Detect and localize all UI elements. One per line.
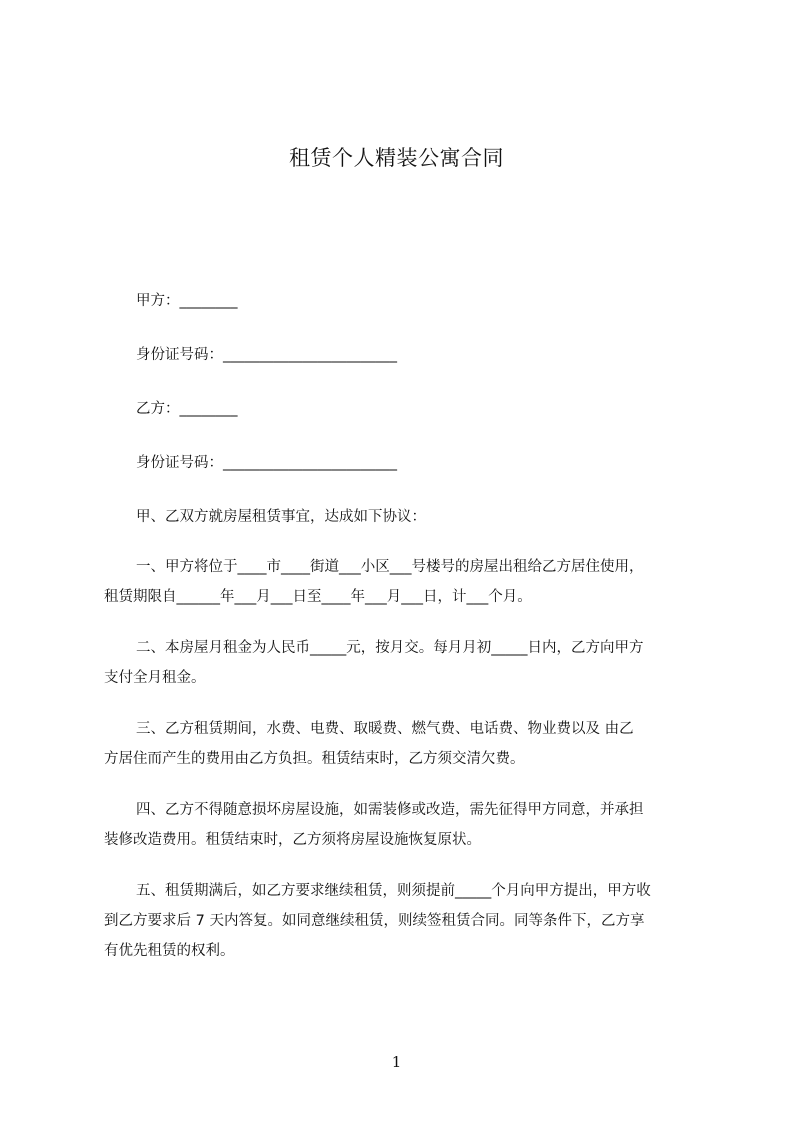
- clause-1-line-2: 租赁期限自______年___月___日至____年___月___日，计___个月。: [104, 589, 532, 605]
- clause-5-line-2: 到乙方要求后 7 天内答复。如同意继续租赁，则续签租赁合同。同等条件下，乙方享: [104, 913, 645, 929]
- clause-4-line-2: 装修改造费用。租赁结束时，乙方须将房屋设施恢复原状。: [104, 832, 481, 848]
- clause-1: [104, 552, 704, 612]
- clause-2: [104, 633, 704, 693]
- clause-2-line-2: 支付全月租金。: [104, 670, 206, 686]
- clause-1-line-1: 一、甲方将位于____市____街道___小区___号楼号的房屋出租给乙方居住使用，: [136, 559, 644, 575]
- page-number: 1: [391, 1053, 402, 1071]
- clause-4-line-1: 四、乙方不得随意损坏房屋设施，如需装修或改造，需先征得甲方同意，并承担: [136, 802, 644, 818]
- party-b-id-line: 身份证号码：________________________: [136, 455, 397, 471]
- clause-4: [104, 795, 704, 855]
- clause-3-line-2: 方居住而产生的费用由乙方负担。租赁结束时，乙方须交清欠费。: [104, 751, 525, 767]
- clause-5-line-1: 五、租赁期满后，如乙方要求继续租赁，则须提前_____个月向甲方提出，甲方收: [136, 883, 651, 899]
- clause-3-line-1: 三、乙方租赁期间，水费、电费、取暖费、燃气费、电话费、物业费以及 由乙: [136, 721, 634, 737]
- clause-2-line-1: 二、本房屋月租金为人民币_____元，按月交。每月月初_____日内，乙方向甲方: [136, 640, 644, 656]
- party-a-line: 甲方：________: [136, 293, 238, 309]
- clause-5-line-3: 有优先租赁的权利。: [104, 943, 235, 959]
- party-a-id-line: 身份证号码：________________________: [136, 347, 397, 363]
- clause-3: [104, 714, 704, 774]
- clause-5: [104, 876, 704, 966]
- agreement-intro: 甲、乙双方就房屋租赁事宜，达成如下协议：: [136, 509, 426, 525]
- document-title: 租赁个人精装公寓合同: [289, 146, 504, 170]
- party-b-line: 乙方：________: [136, 401, 238, 417]
